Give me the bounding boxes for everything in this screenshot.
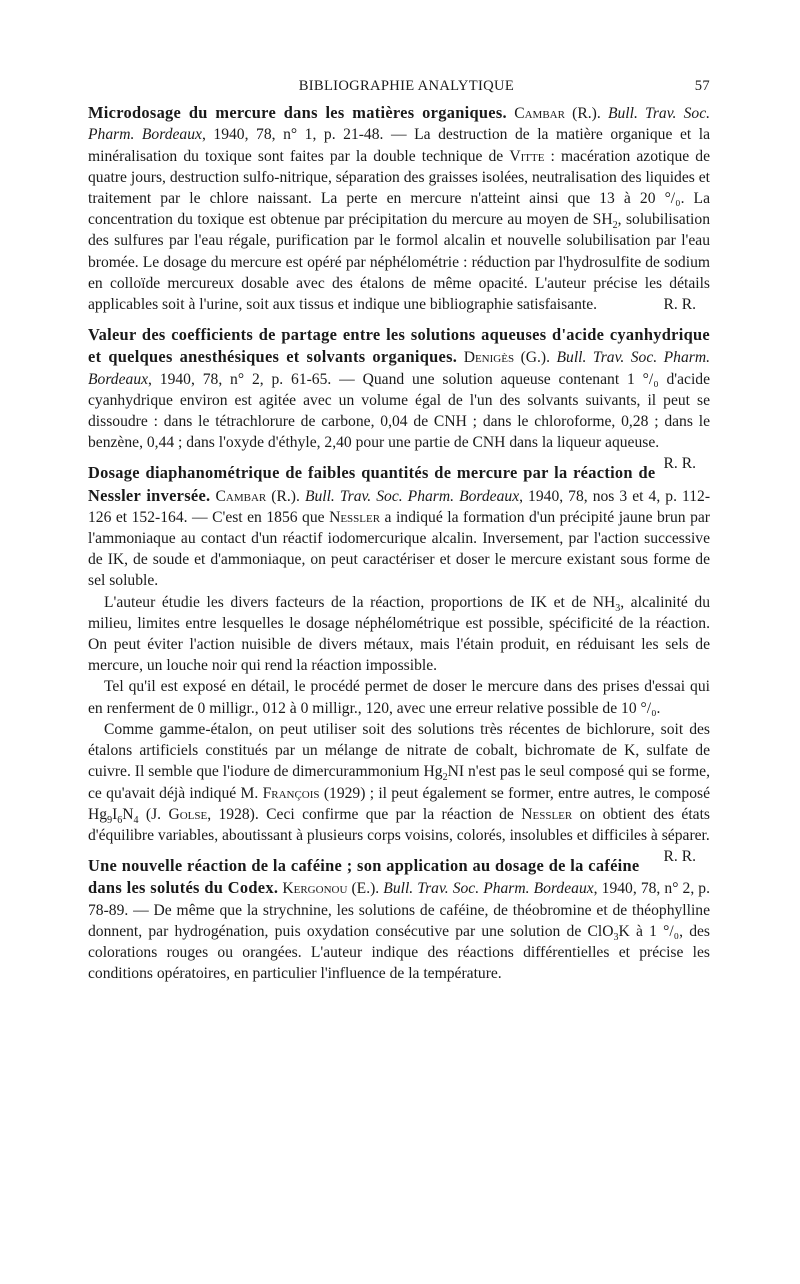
bibliography-entry [88,324,710,473]
entry-paragraph [88,462,710,591]
entry-initials: (G.). [514,349,557,367]
entry-journal: Bull. Trav. Soc. Pharm. Bordeaux [304,487,520,505]
subscript: 3 [615,602,621,614]
entry-text: (1929) ; il peut également se former, entre autres, le composé Hg [88,784,710,823]
entry-text: NI n'est pas le seul composé qui se forme, ce qu'avait déjà indiqué M. [88,763,710,802]
entry-text: La destruction de la matière organique et la minéralisation du toxique sont faites par la double technique de [88,126,711,165]
entry-text: Quand une solution aqueuse contenant 1 °/₀ d'acide cyanhydrique environ est agitée avec un volume égal de l'un des solvants suivants, il peut se dissoudre : dans le tétrachlorure de carbone, 0,04 de CNH ; dans le chloroforme, 0,28 ; dans le benzène, 0,44 ; dans l'oxyde d'éthyle, 2,40 pour une partie de CNH dans la liqueur aqueuse. [88,370,710,452]
entry-text: De même que la strychnine, les solutions de caféine, de théobromine et de théophylline donnent, par hydrogénation, puis oxydation consécutive par une solution de ClO [88,901,711,940]
cited-author: Golse [168,805,208,823]
running-header [88,76,710,97]
subscript: 3 [613,931,619,943]
entry-author: Cambar [215,487,267,505]
entry-author: Kergonou [282,880,348,898]
entry-initials: (E.). [347,880,384,898]
subscript: 4 [133,814,139,826]
bibliography-entry [88,462,711,866]
entry-text: , alcalinité du milieu, limites entre lesquelles le dosage néphélométrique est possible, spécificité de la réaction. On peut éviter l'action nuisible de divers métaux, mais l'étain produit, en réduisant les sels de mercure, un louche noir qui rend la réaction impossible. [88,593,710,675]
bibliography-entry [88,855,710,984]
entry-text: Tel qu'il est exposé en détail, le procédé permet de doser le mercure dans des prises d'essai qui en renferment de 0 milligr., 012 à 0 milligr., 120, avec une erreur relative possible de 10 °/₀. [88,678,710,717]
entry-text: N [122,805,134,823]
entry-paragraph [88,102,710,315]
entry-text: C'est en 1856 que [212,508,330,526]
cited-author: Vitte [509,147,545,165]
entry-reference: , 1940, 78, n° 2, p. 78-89. — [88,880,710,919]
entry-title: Dosage diaphanométrique de faibles quantités de mercure par la réaction de Nessler inversée. [88,463,656,505]
entry-text: L'auteur étudie les divers facteurs de la réaction, proportions de IK et de NH [104,593,616,611]
entry-journal: Bull. Trav. Soc. Pharm. Bordeaux [88,349,710,388]
entry-signature: R. R. [663,848,696,866]
entry-author: Cambar [514,105,565,123]
document-page [88,76,710,993]
entry-initials: (R.). [266,487,305,505]
entry-initials: (R.). [564,105,608,123]
entry-signature: R. R. [663,296,696,314]
entry-text: a indiqué la formation d'un précipité jaune brun par l'ammoniaque au contact d'un réactif iodomercurique alcalin. Inversement, par l'action successive de IK, de soude et d'ammoniaque, on peut caractériser et doser le mercure existant sous forme de sel soluble. [88,508,710,590]
entry-paragraph [88,855,710,984]
running-title: BIBLIOGRAPHIE ANALYTIQUE [298,78,515,94]
subscript: 9 [107,814,113,826]
subscript: 6 [117,814,123,826]
entry-journal: Bull. Trav. Soc. Pharm. Bordeaux [383,880,594,898]
cited-author: François [262,784,320,802]
entry-paragraph [88,676,710,718]
entry-title: Microdosage du mercure dans les matières organiques. [88,103,507,123]
entry-paragraph [88,324,710,473]
entry-text: on obtient des états d'équilibre variables, aboutissant à plusieurs corps voisins, colorés, insolubles et difficiles à séparer. [88,805,710,844]
entry-title: Une nouvelle réaction de la caféine ; son application au dosage de la caféine dans les solutés du Codex. [88,856,640,898]
entry-reference: , 1940, 78, n° 2, p. 61-65. — [148,370,363,388]
bibliography-entry [88,102,710,315]
page-number: 57 [694,78,710,94]
entry-text: K à 1 °/₀, des colorations rouges ou orangées. L'auteur indique des réactions différentielles et précise les conditions opératoires, en particulier l'influence de la température. [88,922,710,983]
entry-reference: , 1940, 78, n° 1, p. 21-48. — [201,126,415,144]
entry-text: , solubilisation des sulfures par l'eau régale, purification par le formol alcalin et nouvelle solubilisation par l'eau bromée. Le dosage du mercure est opéré par néphélométrie : réduction par l'hydrosulfite de sodium en colloïde mercureux dosable avec des étalons de même opacité. L'auteur précise les détails applicables soit à l'urine, soit aux tissus et indique une bibliographie satisfaisante. [88,211,710,314]
entry-signature: R. R. [663,455,696,473]
cited-author: Nessler [329,508,381,526]
entry-text: , 1928). Ceci confirme que par la réaction de [207,805,522,823]
entry-text: I [112,805,118,823]
cited-author: Nessler [521,805,573,823]
subscript: 2 [442,772,448,784]
entry-text: Comme gamme-étalon, on peut utiliser soit des solutions très récentes de bichlorure, soit des étalons artificiels constitués par un mélange de nitrate de cobalt, bichromate de K, sulfate de cuivre. Il semble que l'iodure de dimercurammonium Hg [88,720,710,781]
entry-paragraph [88,592,710,677]
subscript: 2 [612,220,618,232]
entry-paragraph [88,719,710,866]
entry-reference: , 1940, 78, nos 3 et 4, p. 112-126 et 152-164. — [88,487,711,526]
entry-journal: Bull. Trav. Soc. Pharm. Bordeaux [88,105,711,144]
entry-author: Denigès [463,349,515,367]
entry-text: : macération azotique de quatre jours, destruction sulfo-nitrique, séparation des graisses isolées, neutralisation des liquides et traitement par le chlore naissant. La perte en mercure n'atteint ainsi que 13 à 20 °/₀. La concentration du toxique est obtenue par précipitation du mercure au moyen de SH [88,147,710,229]
entry-title: Valeur des coefficients de partage entre les solutions aqueuses d'acide cyanhydrique et quelques anesthésiques et solvants organiques. [88,325,710,367]
entry-text: (J. [138,805,169,823]
